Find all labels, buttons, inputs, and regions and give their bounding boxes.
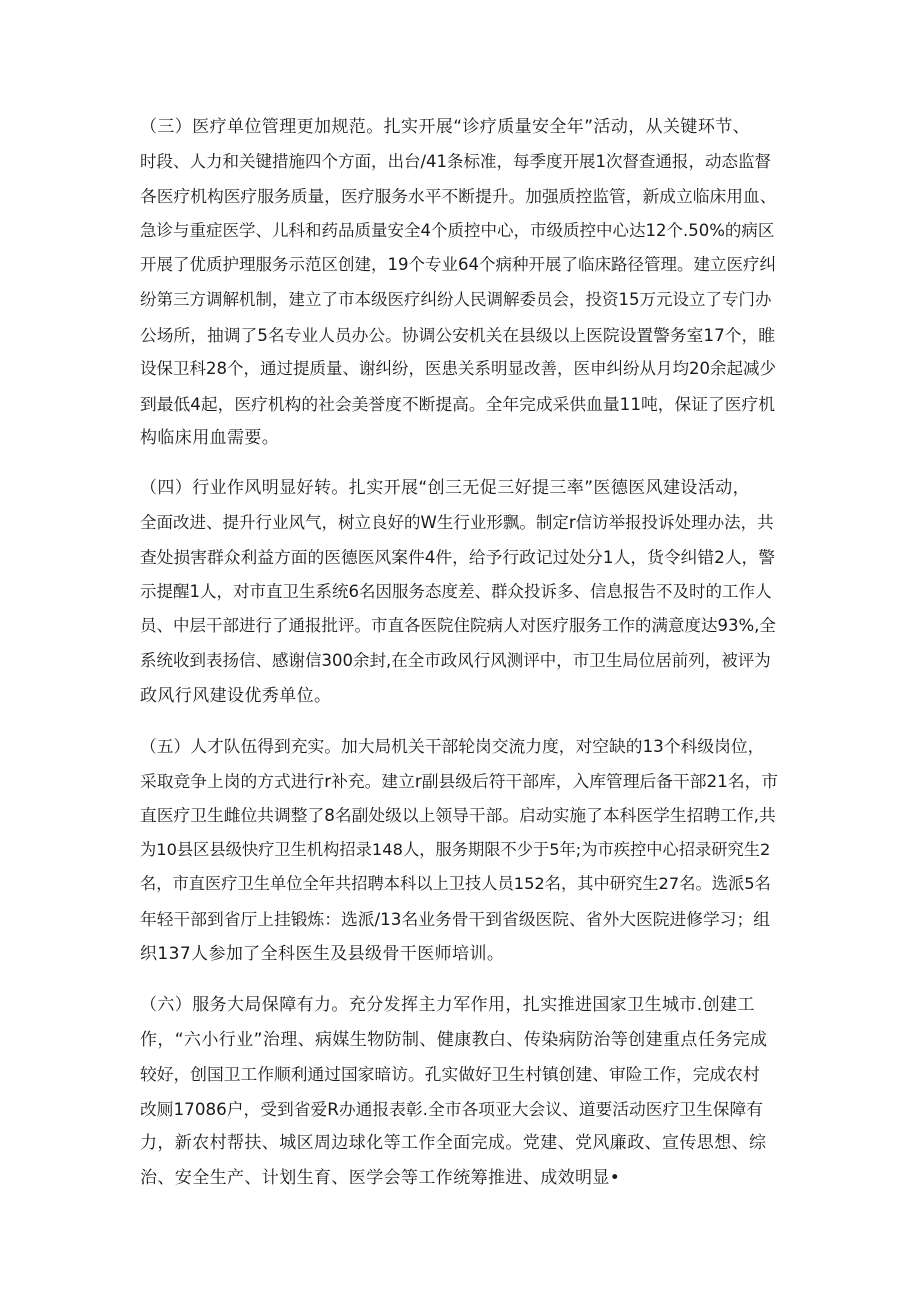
text-line: 治、安全生产、计划生育、医学会等工作统筹推进、成效明显•	[140, 1167, 621, 1188]
text-line: 设保卫科28个，通过提质量、谢纠纷，医患关系明显改善，医申纠纷从月均20余起减少	[140, 359, 776, 379]
text-line: 织137人参加了全科医生及县级骨干医师培训。	[140, 943, 505, 964]
text-line: 员、中层干部进行了通报批评。市直各医院住院病人对医疗服务工作的满意度达93%,全	[140, 616, 776, 636]
text-line: 作，“六小行业”治理、病媒生物防制、健康教白、传染病防治等创建重点任务完成	[140, 1029, 768, 1050]
text-line: （四）行业作风明显好转。扎实开展“创三无促三好提三率”医德医风建设活动，	[140, 478, 751, 498]
paragraph-service-support	[140, 988, 778, 1196]
text-line: 查处损害群众利益方面的医德医风案件4件，给予行政记过处分1人，货令纠错2人，警	[140, 547, 775, 568]
paragraph-medical-management	[140, 110, 778, 456]
text-line: 示提醒1人，对市直卫生系统6名因服务态度差、群众投诉多、信息报告不及时的工作人	[140, 581, 772, 601]
text-line: 年轻干部到省厅上挂锻炼：选派/13名业务骨干到省级医院、省外大医院进修学习；组	[140, 908, 770, 929]
paragraph-industry-conduct	[140, 471, 778, 713]
text-line: 力，新农村帮扶、城区周边球化等工作全面完成。党建、党风廉政、宣传思想、综	[140, 1133, 767, 1154]
text-line: 改厕17086户，受到省爱R办通报表彰.全市各项亚大会议、道要活动医疗卫生保障有	[140, 1098, 763, 1119]
text-line: 名，市直医疗卫生单位全年共招聘本科以上卫技人员152名，其中研究生27名。选派5名	[140, 874, 771, 894]
text-line: 直医疗卫生雌位共调整了8名副处级以上领导干部。启动实施了本科医学生招聘工作,共	[140, 805, 776, 826]
text-line: 政风行风建设优秀单位。	[140, 685, 332, 706]
text-line: 纷第三方调解机制，建立了市本级医疗纠纷人民调解委员会，投资15万元设立了专门办	[140, 289, 772, 309]
text-line: 开展了优质护理服务示范区创建，19个专业64个病种开展了临床路径管理。建立医疗纠	[140, 255, 776, 275]
paragraph-talent-team	[140, 729, 778, 971]
text-line: 急诊与重症医学、儿科和药品质量安全4个质控中心，市级质控中心达12个.50%的病区	[140, 220, 775, 240]
text-line: 全面改进、提升行业风气，树立良好的W生行业形飘。制定r信访举报投诉处理办法，共	[140, 512, 774, 532]
text-line: 各医疗机构医疗服务质量，医疗服务水平不断提升。加强质控监管，新成立临床用血、	[140, 186, 777, 207]
text-line: 到最低4起，医疗机构的社会美誉度不断提高。全年完成采供血量11吨，保证了医疗机	[140, 393, 775, 414]
text-line: 时段、人力和关键措施四个方面，出台/41条标准，每季度开展1次督查通报，动态监督	[140, 151, 772, 171]
text-line: 为10县区县级快疗卫生机构招录148人，服务期限不少于5年;为市疾控中心招录研究生2	[140, 839, 771, 859]
text-line: （三）医疗单位管理更加规范。扎实开展“诊疗质量安全年”活动，从关键环节、	[140, 117, 751, 137]
text-line: 系统收到表扬信、感谢信300余封,在全市政风行风测评中，市卫生局位居前列，被评为	[140, 650, 771, 670]
text-line: （六）服务大局保障有力。充分发挥主力军作用，扎实推进国家卫生城市.创建工	[140, 995, 755, 1015]
text-line: （五）人才队伍得到充实。加大局机关干部轮岗交流力度，对空缺的13个科级岗位，	[140, 736, 765, 756]
text-line: 公场所，抽调了5名专业人员办公。协调公安机关在县级以上医院设置警务室17个，睢	[140, 324, 775, 345]
text-line: 较好，创国卫工作顺利通过国家暗访。孔实做好卫生村镇创建、审险工作，完成农村	[140, 1064, 760, 1085]
text-line: 构临床用血需要。	[140, 428, 280, 449]
text-line: 采取竞争上岗的方式进行r补充。建立r副县级后符干部库，入库管理后备干部21名，市	[140, 770, 779, 791]
